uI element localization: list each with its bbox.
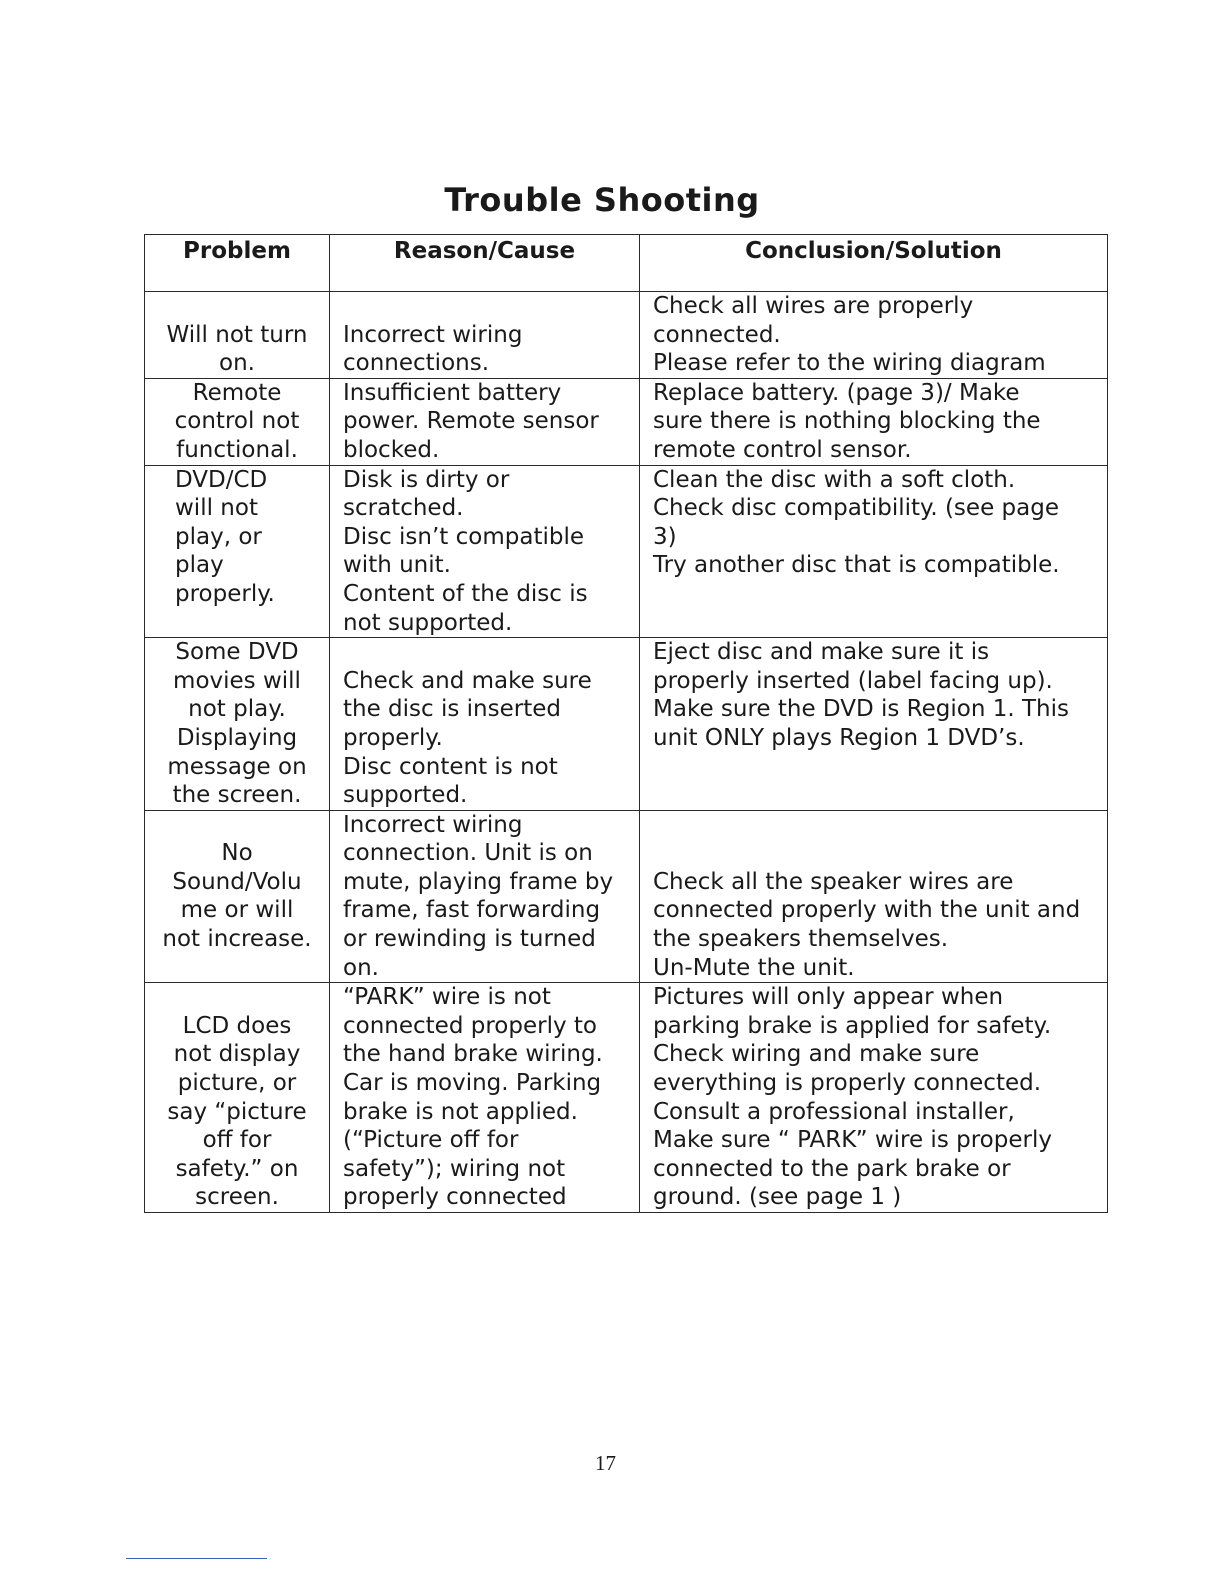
reason-cell: Incorrect wiring connection. Unit is on mute, playing frame by frame, fast forwarding or rewinding is turned on.: [330, 810, 640, 983]
problem-cell: Remote control not functional.: [145, 378, 330, 465]
table-row: [145, 638, 1108, 811]
table-row: [145, 292, 1108, 379]
footnote-divider: [126, 1558, 267, 1559]
reason-cell: Check and make sure the disc is inserted properly. Disc content is not supported.: [330, 638, 640, 811]
problem-cell: Some DVD movies will not play. Displaying message on the screen.: [145, 638, 330, 811]
reason-cell: Incorrect wiring connections.: [330, 292, 640, 379]
table-row: [145, 465, 1108, 638]
page-title: Trouble Shooting: [444, 181, 760, 219]
table-row: [145, 378, 1108, 465]
table-row: [145, 983, 1108, 1213]
table-row: [145, 810, 1108, 983]
solution-cell: Clean the disc with a soft cloth. Check disc compatibility. (see page 3) Try another disc that is compatible.: [640, 465, 1108, 638]
header-solution: Conclusion/Solution: [640, 235, 1108, 292]
solution-cell: Replace battery. (page 3)/ Make sure there is nothing blocking the remote control sensor.: [640, 378, 1108, 465]
solution-cell: Check all the speaker wires are connected properly with the unit and the speakers themselves. Un-Mute the unit.: [640, 810, 1108, 983]
troubleshooting-table: [144, 234, 1108, 1213]
reason-cell: Insufficient battery power. Remote sensor blocked.: [330, 378, 640, 465]
reason-cell: “PARK” wire is not connected properly to the hand brake wiring. Car is moving. Parking brake is not applied. (“Picture off for safety”); wiring not properly connected: [330, 983, 640, 1213]
problem-cell: Will not turn on.: [145, 292, 330, 379]
table-header-row: [145, 235, 1108, 292]
header-reason: Reason/Cause: [330, 235, 640, 292]
reason-cell: Disk is dirty or scratched. Disc isn’t compatible with unit. Content of the disc is not supported.: [330, 465, 640, 638]
problem-cell: LCD does not display picture, or say “picture off for safety.” on screen.: [145, 983, 330, 1213]
page-number: 17: [595, 1451, 616, 1475]
header-problem: Problem: [145, 235, 330, 292]
solution-cell: Pictures will only appear when parking brake is applied for safety. Check wiring and make sure everything is properly connected. Consult a professional installer, Make sure “ PARK” wire is properly connected to the park brake or ground. (see page 1 ): [640, 983, 1108, 1213]
solution-cell: Check all wires are properly connected. Please refer to the wiring diagram: [640, 292, 1108, 379]
solution-cell: Eject disc and make sure it is properly inserted (label facing up). Make sure the DVD is Region 1. This unit ONLY plays Region 1 DVD’s.: [640, 638, 1108, 811]
problem-cell: No Sound/Volu me or will not increase.: [145, 810, 330, 983]
problem-cell: DVD/CD will not play, or play properly.: [145, 465, 330, 638]
